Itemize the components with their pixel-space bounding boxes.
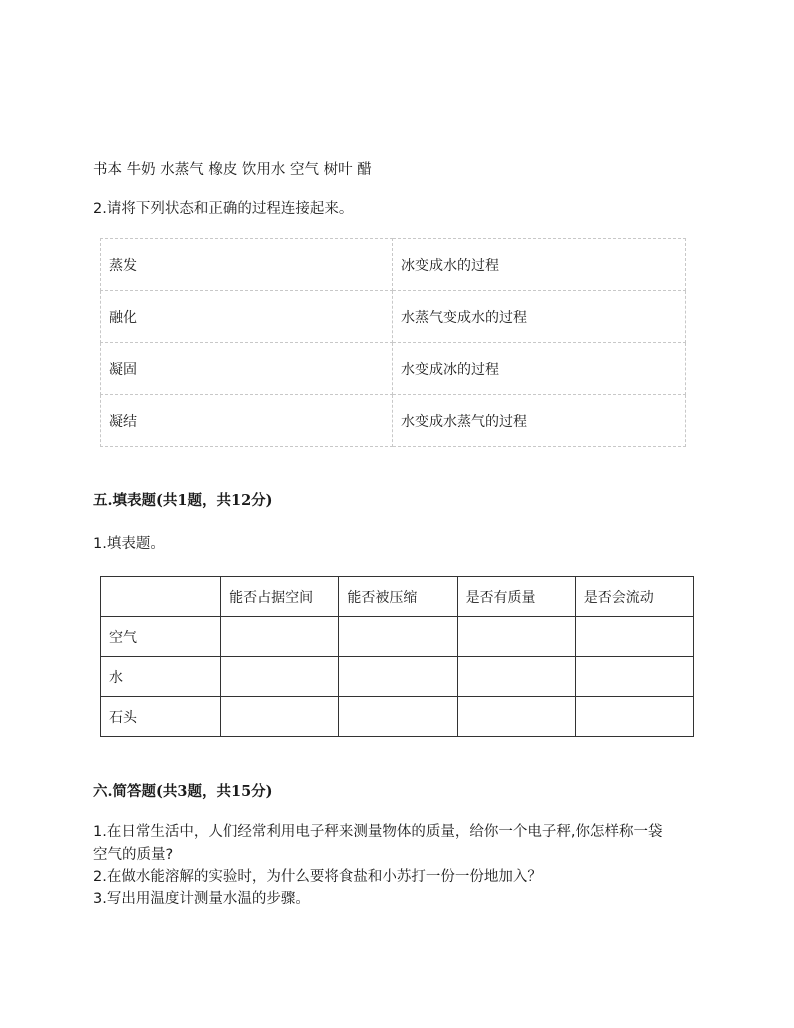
table-row bbox=[101, 617, 694, 657]
table-row bbox=[101, 239, 686, 291]
question-6-3: 3.写出用温度计测量水温的步骤。 bbox=[93, 891, 310, 907]
row-label-cell: 石头 bbox=[101, 697, 221, 737]
state-cell: 蒸发 bbox=[101, 239, 393, 291]
blank-cell[interactable] bbox=[339, 657, 457, 697]
table-row bbox=[101, 291, 686, 343]
process-cell: 冰变成水的过程 bbox=[393, 239, 686, 291]
section-5-title: 五.填表题(共1题，共12分) bbox=[93, 492, 273, 509]
question-6-1-line-1: 1.在日常生活中，人们经常利用电子秤来测量物体的质量，给你一个电子秤,你怎样称一袋 bbox=[93, 824, 663, 840]
fill-in-table bbox=[100, 576, 694, 737]
blank-cell[interactable] bbox=[221, 697, 339, 737]
blank-cell[interactable] bbox=[339, 697, 457, 737]
blank-cell[interactable] bbox=[575, 617, 693, 657]
question-6-1-line-2: 空气的质量? bbox=[93, 847, 174, 863]
table-row bbox=[101, 395, 686, 447]
header-cell: 是否会流动 bbox=[575, 577, 693, 617]
blank-cell[interactable] bbox=[221, 617, 339, 657]
blank-cell[interactable] bbox=[457, 617, 575, 657]
blank-cell[interactable] bbox=[339, 617, 457, 657]
question-4-2: 2.请将下列状态和正确的过程连接起来。 bbox=[93, 201, 354, 217]
blank-cell[interactable] bbox=[457, 697, 575, 737]
question-6-2: 2.在做水能溶解的实验时，为什么要将食盐和小苏打一份一份地加入？ bbox=[93, 869, 542, 885]
table-row bbox=[101, 657, 694, 697]
table-row bbox=[101, 343, 686, 395]
matching-table bbox=[100, 238, 686, 447]
section-6-title: 六.简答题(共3题，共15分) bbox=[93, 783, 273, 800]
state-cell: 凝固 bbox=[101, 343, 393, 395]
table-header-row bbox=[101, 577, 694, 617]
blank-cell[interactable] bbox=[575, 657, 693, 697]
blank-cell[interactable] bbox=[457, 657, 575, 697]
process-cell: 水蒸气变成水的过程 bbox=[393, 291, 686, 343]
items-line: 书本 牛奶 水蒸气 橡皮 饮用水 空气 树叶 醋 bbox=[93, 162, 372, 178]
header-cell: 能否被压缩 bbox=[339, 577, 457, 617]
process-cell: 水变成冰的过程 bbox=[393, 343, 686, 395]
header-cell: 能否占据空间 bbox=[221, 577, 339, 617]
header-cell bbox=[101, 577, 221, 617]
table-row bbox=[101, 697, 694, 737]
process-cell: 水变成水蒸气的过程 bbox=[393, 395, 686, 447]
row-label-cell: 水 bbox=[101, 657, 221, 697]
row-label-cell: 空气 bbox=[101, 617, 221, 657]
header-cell: 是否有质量 bbox=[457, 577, 575, 617]
state-cell: 凝结 bbox=[101, 395, 393, 447]
question-5-1: 1.填表题。 bbox=[93, 536, 165, 552]
blank-cell[interactable] bbox=[575, 697, 693, 737]
blank-cell[interactable] bbox=[221, 657, 339, 697]
state-cell: 融化 bbox=[101, 291, 393, 343]
